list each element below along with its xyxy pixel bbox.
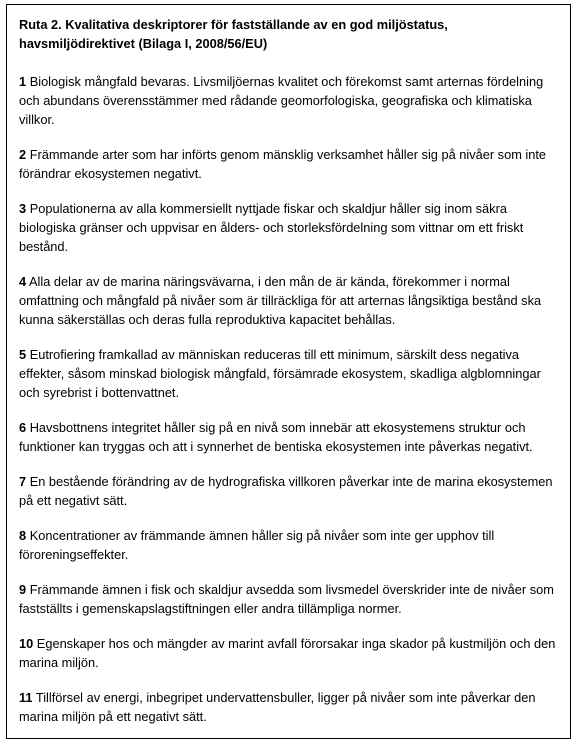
descriptor-item-5 xyxy=(19,345,560,402)
descriptor-number: 4 xyxy=(19,274,27,289)
descriptor-item-11 xyxy=(19,688,560,726)
descriptor-text: Eutrofiering framkallad av människan reduceras till ett minimum, särskilt dess negativa effekter, såsom minskad biologisk mångfald, försämrade ekosystem, skadliga algblomningar och syrebrist i bottenvattnet. xyxy=(19,347,541,400)
descriptor-item-8 xyxy=(19,526,560,564)
descriptor-number: 8 xyxy=(19,528,27,543)
descriptor-box xyxy=(6,4,571,739)
descriptor-item-10 xyxy=(19,634,560,672)
descriptor-number: 7 xyxy=(19,474,27,489)
descriptor-item-3 xyxy=(19,199,560,256)
descriptor-number: 10 xyxy=(19,636,34,651)
descriptor-number: 2 xyxy=(19,147,27,162)
descriptor-text: En bestående förändring av de hydrografiska villkoren påverkar inte de marina ekosystemen på ett negativt sätt. xyxy=(19,474,553,508)
descriptor-number: 1 xyxy=(19,74,27,89)
descriptor-text: Havsbottnens integritet håller sig på en nivå som innebär att ekosystemens struktur och funktioner kan tryggas och att i synnerhet de bentiska ekosystemen inte påverkas negativt. xyxy=(19,420,533,454)
descriptor-text: Främmande ämnen i fisk och skaldjur avsedda som livsmedel överskrider inte de nivåer som fastställts i gemenskapslagstiftningen eller andra tillämpliga normer. xyxy=(19,582,554,616)
box-title: Ruta 2. Kvalitativa deskriptorer för fastställande av en god miljöstatus, havsmiljödirektivet (Bilaga I, 2008/56/EU) xyxy=(19,17,448,51)
descriptor-number: 9 xyxy=(19,582,27,597)
descriptor-text: Koncentrationer av främmande ämnen håller sig på nivåer som inte ger upphov till föroreningseffekter. xyxy=(19,528,495,562)
descriptor-item-2 xyxy=(19,145,560,183)
descriptor-item-6 xyxy=(19,418,560,456)
descriptor-number: 5 xyxy=(19,347,27,362)
descriptor-item-4 xyxy=(19,272,560,329)
descriptor-number: 6 xyxy=(19,420,27,435)
descriptor-item-9 xyxy=(19,580,560,618)
descriptor-number: 3 xyxy=(19,201,27,216)
descriptor-text: Alla delar av de marina näringsvävarna, i den mån de är kända, förekommer i normal omfattning och mångfald på nivåer som är tillräckliga för att arternas långsiktiga bestånd ska kunna säkerställas och deras fulla reproduktiva kapacitet behållas. xyxy=(19,274,542,327)
descriptor-number: 11 xyxy=(19,690,33,705)
descriptor-text: Biologisk mångfald bevaras. Livsmiljöernas kvalitet och förekomst samt arternas fördelning och abundans överensstämmer med rådande geomorfologiska, geografiska och klimatiska villkor. xyxy=(19,74,544,127)
descriptor-text: Tillförsel av energi, inbegripet undervattensbuller, ligger på nivåer som inte påverkar den marina miljön på ett negativt sätt. xyxy=(19,690,536,724)
descriptor-text: Främmande arter som har införts genom mänsklig verksamhet håller sig på nivåer som inte förändrar ekosystemen negativt. xyxy=(19,147,547,181)
descriptor-item-1 xyxy=(19,72,560,129)
descriptor-text: Egenskaper hos och mängder av marint avfall förorsakar inga skador på kustmiljön och den marina miljön. xyxy=(19,636,556,670)
descriptor-text: Populationerna av alla kommersiellt nyttjade fiskar och skaldjur håller sig inom säkra biologiska gränser och uppvisar en ålders- och storleksfördelning som vittnar om ett friskt bestånd. xyxy=(19,201,524,254)
descriptor-item-7 xyxy=(19,472,560,510)
